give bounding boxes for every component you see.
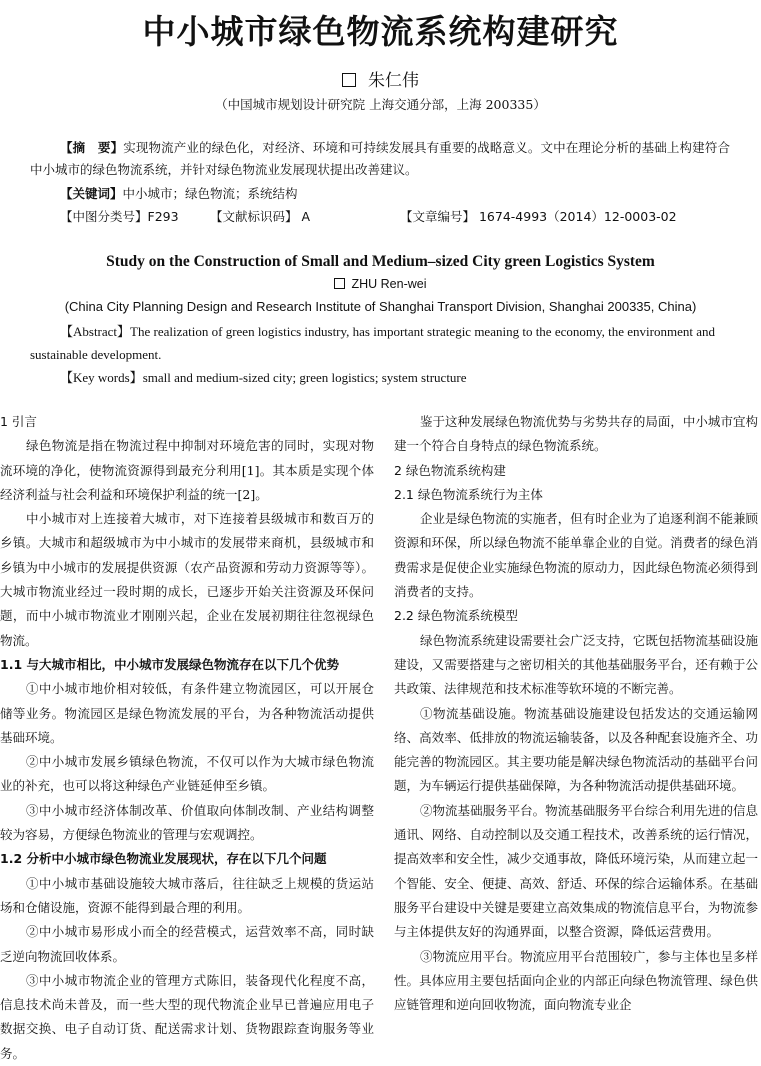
english-abstract <box>30 320 730 366</box>
section-heading: 1.2 分析中小城市绿色物流业发展现状，存在以下几个问题 <box>0 851 327 867</box>
left-column <box>0 410 374 1066</box>
body-paragraph: 企业是绿色物流的实施者，但有时企业为了追逐利润不能兼顾资源和环保，所以绿色物流不能单靠企业的自觉。消费者的绿色消费需求是促使企业实施绿色物流的原动力，因此绿色物流必须得到消费者的支持。 <box>394 511 758 600</box>
author-line <box>0 66 761 91</box>
body-paragraph: 中小城市对上连接着大城市，对下连接着县级城市和数百万的乡镇。大城市和超级城市为中小城市的发展带来商机，县级城市和乡镇为中小城市的发展提供资源（农产品资源和劳动力资源等等）。大城市物流业经过一段时期的成长，已逐步开始关注资源及环保问题，而中小城市物流业才刚刚兴起，企业在发展初期往往忽视绿色物流。 <box>0 511 374 648</box>
clc-code: 【中图分类号】F293 <box>60 209 179 224</box>
body-paragraph: ③物流应用平台。物流应用平台范围较广，参与主体也呈多样性。具体应用主要包括面向企业的内部正向绿色物流管理、绿色供应链管理和逆向回收物流，面向物流专业企 <box>394 948 758 1013</box>
section-heading: 2.2 绿色物流系统模型 <box>394 608 518 624</box>
english-author: ZHU Ren-wei <box>351 277 427 291</box>
english-abstract-text: The realization of green logistics industry, has important strategic meaning to the economy, the environment and sustainable development. <box>30 324 715 362</box>
body-paragraph: ①中小城市基础设施较大城市落后，往往缺乏上规模的货运站场和仓储设施，资源不能得到最合理的利用。 <box>0 875 374 915</box>
body-paragraph: 绿色物流是指在物流过程中抑制对环境危害的同时，实现对物流环境的净化，使物流资源得到最充分利用[1]。其本质是实现个体经济利益与社会利益和环境保护利益的统一[2]。 <box>0 438 374 502</box>
english-affiliation: (China City Planning Design and Research Institute of Shanghai Transport Division, Shanghai 200335, China) <box>64 299 697 314</box>
body-paragraph: ③中小城市物流企业的管理方式陈旧，装备现代化程度不高，信息技术尚未普及，而一些大型的现代物流企业早已普遍应用电子数据交换、电子自动订货、配送需求计划、货物跟踪查询服务等业务。 <box>0 972 374 1061</box>
body-paragraph: 绿色物流系统建设需要社会广泛支持，它既包括物流基础设施建设，又需要搭建与之密切相关的其他基础服务平台，还有赖于公共政策、法律规范和技术标准等软环境的不断完善。 <box>394 632 758 697</box>
section-heading: 2.1 绿色物流系统行为主体 <box>394 486 543 502</box>
keywords-cn <box>30 183 730 205</box>
doc-code: 【文献标识码】 A <box>210 209 311 224</box>
body-paragraph: ②物流基础服务平台。物流基础服务平台综合利用先进的信息通讯、网络、自动控制以及交通工程技术，改善系统的运行情况，提高效率和安全性，减少交通事故，降低环境污染，从而建立起一个智能、安全、便捷、高效、舒适、环保的综合运输体系。在基础服务平台建设中关键是要建立高效集成的物流信息平台，为物流参与主体提供友好的沟通界面，以整合资源，降低运营费用。 <box>394 802 758 940</box>
paper-title: 中小城市绿色物流系统构建研究 <box>142 12 619 51</box>
body-paragraph: ①物流基础设施。物流基础设施建设包括发达的交通运输网络、高效率、低排放的物流运输装备，以及各种配套设施齐全、功能完善的物流园区。其主要功能是解决绿色物流活动的基础平台问题，为车辆运行提供基础保障，为各种物流活动提供基础环境。 <box>394 705 758 794</box>
author-name: 朱仁伟 <box>368 71 419 91</box>
keywords-cn-text: 中小城市；绿色物流；系统结构 <box>122 186 298 201</box>
body-paragraph: ③中小城市经济体制改革、价值取向体制改制、产业结构调整较为容易，方便绿色物流业的管理与宏观调控。 <box>0 802 374 843</box>
body-paragraph: ①中小城市地价相对较低，有条件建立物流园区，可以开展仓储等业务。物流园区是绿色物流发展的平台，为各种物流活动提供基础环境。 <box>0 681 374 745</box>
english-keywords <box>30 366 730 389</box>
english-abstract-label: 【Abstract】 <box>60 324 131 339</box>
abstract-cn-label: 【摘 要】 <box>60 140 124 155</box>
abstract-cn-text: 实现物流产业的绿色化，对经济、环境和可持续发展具有重要的战略意义。文中在理论分析的基础上构建符合中小城市的绿色物流系统，并针对绿色物流业发展现状提出改善建议。 <box>30 140 730 177</box>
abstract-cn <box>30 137 730 181</box>
body-paragraph: 鉴于这种发展绿色物流优势与劣势共存的局面，中小城市宜构建一个符合自身特点的绿色物流系统。 <box>394 414 758 454</box>
english-keywords-text: small and medium-sized city; green logistics; system structure <box>142 370 467 385</box>
english-author-line <box>0 277 761 291</box>
right-column <box>394 410 758 1017</box>
body-paragraph: ②中小城市发展乡镇绿色物流，不仅可以作为大城市绿色物流业的补充，也可以将这种绿色产业链延伸至乡镇。 <box>0 754 374 794</box>
box-marker-icon <box>342 73 356 87</box>
english-title: Study on the Construction of Small and Medium–sized City green Logistics System <box>106 253 655 270</box>
section-heading: 1.1 与大城市相比，中小城市发展绿色物流存在以下几个优势 <box>0 656 339 672</box>
box-marker-icon <box>334 278 345 289</box>
keywords-cn-label: 【关键词】 <box>60 186 123 201</box>
affiliation: （中国城市规划设计研究院 上海交通分部，上海 200335） <box>215 97 546 112</box>
section-heading: 1 引言 <box>0 414 37 429</box>
section-heading: 2 绿色物流系统构建 <box>394 462 506 478</box>
body-paragraph: ②中小城市易形成小而全的经营模式，运营效率不高，同时缺乏逆向物流回收体系。 <box>0 924 374 964</box>
article-number: 【文章编号】 1674-4993（2014）12-0003-02 <box>400 209 677 224</box>
english-keywords-label: 【Key words】 <box>60 370 143 385</box>
